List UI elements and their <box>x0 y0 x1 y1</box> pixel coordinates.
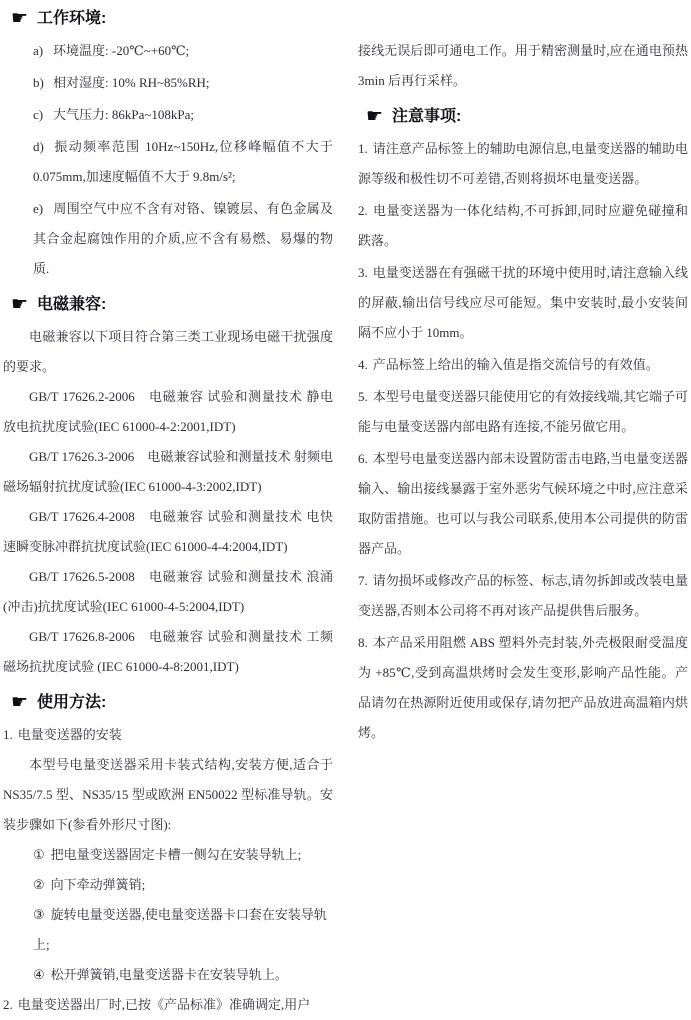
list-marker: ① <box>33 847 45 862</box>
pointing-hand-icon: ☛ <box>11 691 29 713</box>
list-marker: c) <box>33 107 44 122</box>
pointing-hand-icon: ☛ <box>366 105 384 127</box>
pointing-hand-icon: ☛ <box>11 7 29 29</box>
list-marker: 1. <box>358 141 368 156</box>
list-marker: 8. <box>358 635 368 650</box>
text-run: GB/T 17626.4-2008 电磁兼容 试验和测量技术 电快速瞬变脉冲群抗扰度试验(IEC 61000-4-4:2004,IDT) <box>3 509 333 554</box>
numbered-list-item <box>358 444 688 564</box>
text-run: 本产品采用阻燃 ABS 塑料外壳封装,外壳极限耐受温度为 +85℃,受到高温烘烤时会发生变形,影响产品性能。产品请勿在热源附近使用或保存,请勿把产品放进高温箱内烘烤。 <box>358 635 688 740</box>
list-marker: a) <box>33 43 44 58</box>
section-heading <box>358 106 688 128</box>
text-run: 请注意产品标签上的辅助电源信息,电量变送器的辅助电源等级和极性切不可差错,否则将损坏电量变送器。 <box>358 141 689 186</box>
paragraph <box>3 750 333 840</box>
numbered-list-item <box>358 382 688 442</box>
list-marker: 6. <box>358 451 368 466</box>
circled-list-item <box>3 870 333 900</box>
list-marker: e) <box>33 201 44 216</box>
text-run: 大气压力: 86kPa~108kPa; <box>53 107 195 122</box>
text-run: GB/T 17626.8-2006 电磁兼容 试验和测量技术 工频磁场抗扰度试验 (IEC 61000-4-8:2001,IDT) <box>3 629 333 674</box>
lettered-list-item <box>3 68 333 98</box>
text-run: GB/T 17626.3-2006 电磁兼容试验和测量技术 射频电磁场辐射抗扰度试验(IEC 61000-4-3:2002,IDT) <box>3 449 333 494</box>
numbered-list-item <box>358 196 688 256</box>
text-run: GB/T 17626.2-2006 电磁兼容 试验和测量技术 静电放电抗扰度试验(IEC 61000-4-2:2001,IDT) <box>3 389 333 434</box>
list-marker: 2. <box>358 203 368 218</box>
lettered-list-item <box>3 194 333 284</box>
list-marker: b) <box>33 75 44 90</box>
paragraph <box>3 382 333 442</box>
list-marker: 5. <box>358 389 368 404</box>
list-marker: 2. <box>3 997 13 1012</box>
text-run: 相对湿度: 10% RH~85%RH; <box>53 75 210 90</box>
list-marker: 3. <box>358 265 368 280</box>
list-marker: d) <box>33 139 44 154</box>
text-run: 电量变送器为一体化结构,不可拆卸,同时应避免碰撞和跌落。 <box>358 203 688 248</box>
list-marker: ② <box>33 877 45 892</box>
paragraph <box>3 442 333 502</box>
section-heading-label: 工作环境: <box>37 10 107 27</box>
section-heading-label: 电磁兼容: <box>37 296 107 313</box>
section-heading <box>3 294 333 316</box>
numbered-list-item <box>358 134 688 194</box>
list-marker: ③ <box>33 907 45 922</box>
left-column <box>3 6 333 1012</box>
lettered-list-item <box>3 100 333 130</box>
text-run: 产品标签上给出的输入值是指交流信号的有效值。 <box>372 357 659 372</box>
paragraph <box>3 502 333 562</box>
right-column <box>358 6 688 987</box>
text-run: 电量变送器出厂时,已按《产品标准》准确调定,用户 <box>17 997 311 1012</box>
lettered-list-item <box>3 132 333 192</box>
numbered-list-item <box>3 990 333 1020</box>
text-run: 旋转电量变送器,使电量变送器卡口套在安装导轨上; <box>33 907 327 952</box>
text-run: 向下牵动弹簧销; <box>50 877 146 892</box>
numbered-list-item <box>358 566 688 626</box>
text-run: 周围空气中应不含有对铬、镍镀层、有色金属及其合金起腐蚀作用的介质,应不含有易燃、易爆的物质. <box>33 201 333 276</box>
list-marker: ④ <box>33 967 45 982</box>
paragraph <box>3 622 333 682</box>
circled-list-item <box>3 900 333 960</box>
text-run: 电量变送器的安装 <box>17 727 122 742</box>
text-run: 电磁兼容以下项目符合第三类工业现场电磁干扰强度的要求。 <box>3 329 333 374</box>
list-marker: 1. <box>3 727 13 742</box>
circled-list-item <box>3 960 333 990</box>
text-run: 把电量变送器固定卡槽一侧勾在安装导轨上; <box>50 847 302 862</box>
text-run: 振动频率范围 10Hz~150Hz,位移峰幅值不大于 0.075mm,加速度幅值不大于 9.8m/s²; <box>33 139 333 184</box>
section-heading <box>3 8 333 30</box>
text-run: 电量变送器在有强磁干扰的环境中使用时,请注意输入线的屏蔽,输出信号线应尽可能短。集中安装时,最小安装间隔不应小于 10mm。 <box>358 265 689 340</box>
text-run: 环境温度: -20℃~+60℃; <box>53 43 190 58</box>
pointing-hand-icon: ☛ <box>11 293 29 315</box>
text-run: GB/T 17626.5-2008 电磁兼容 试验和测量技术 浪涌(冲击)抗扰度试验(IEC 61000-4-5:2004,IDT) <box>3 569 333 614</box>
circled-list-item <box>3 840 333 870</box>
lettered-list-item <box>3 36 333 66</box>
text-run: 接线无误后即可通电工作。用于精密测量时,应在通电预热 3min 后再行采样。 <box>358 43 688 88</box>
section-heading-label: 注意事项: <box>392 108 462 125</box>
numbered-list-item <box>358 258 688 348</box>
numbered-list-item <box>3 720 333 750</box>
text-run: 请勿损坏或修改产品的标签、标志,请勿拆卸或改装电量变送器,否则本公司将不再对该产品提供售后服务。 <box>358 573 689 618</box>
section-heading <box>3 692 333 714</box>
text-run: 本型号电量变送器内部未设置防雷击电路,当电量变送器输入、输出接线暴露于室外恶劣气候环境之中时,应注意采取防雷措施。也可以与我公司联系,使用本公司提供的防雷器产品。 <box>358 451 689 556</box>
text-run: 本型号电量变送器只能使用它的有效接线端,其它端子可能与电量变送器内部电路有连接,不能另做它用。 <box>358 389 689 434</box>
section-heading-label: 使用方法: <box>37 694 107 711</box>
list-marker: 4. <box>358 357 368 372</box>
paragraph <box>358 36 688 96</box>
paragraph <box>3 322 333 382</box>
text-run: 松开弹簧销,电量变送器卡在安装导轨上。 <box>50 967 288 982</box>
numbered-list-item <box>358 350 688 380</box>
text-run: 本型号电量变送器采用卡装式结构,安装方便,适合于 NS35/7.5 型、NS35/15 型或欧洲 EN50022 型标准导轨。安装步骤如下(参看外形尺寸图): <box>3 757 333 832</box>
paragraph <box>3 562 333 622</box>
list-marker: 7. <box>358 573 368 588</box>
numbered-list-item <box>358 628 688 748</box>
